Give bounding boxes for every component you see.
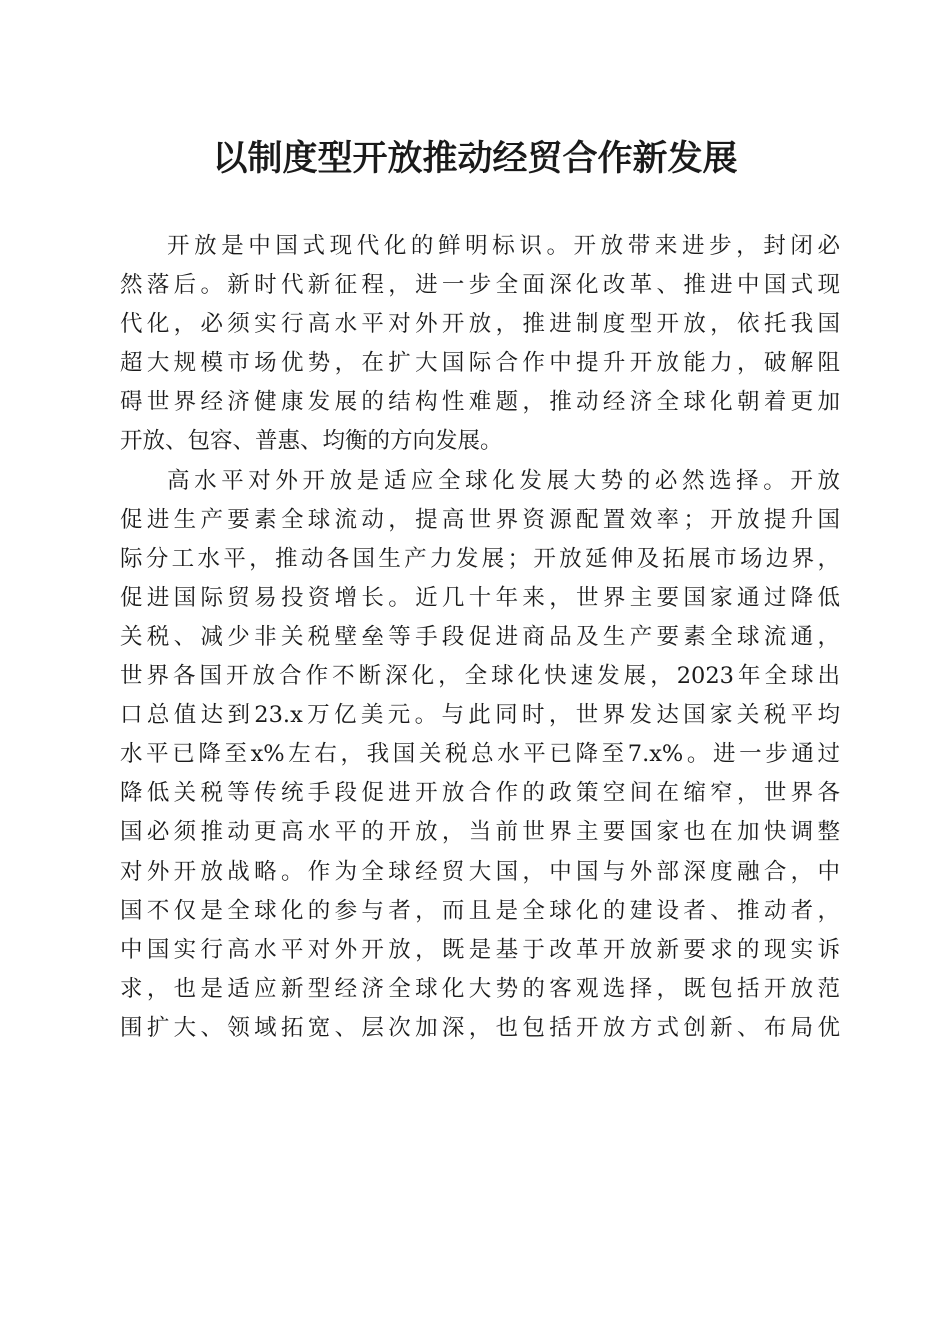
paragraph-line: 口总值达到23.x万亿美元。与此同时，世界发达国家关税平均: [120, 702, 840, 729]
paragraph-line: 围扩大、领域拓宽、层次加深，也包括开放方式创新、布局优: [120, 1014, 840, 1041]
paragraph-line: 碍世界经济健康发展的结构性难题，推动经济全球化朝着更加: [120, 389, 840, 416]
paragraph-line: 代化，必须实行高水平对外开放，推进制度型开放，依托我国: [120, 311, 840, 338]
paragraph-line: 促进生产要素全球流动，提高世界资源配置效率；开放提升国: [120, 506, 840, 533]
paragraph-line: 世界各国开放合作不断深化，全球化快速发展，2023年全球出: [120, 663, 840, 690]
document-body: [120, 227, 840, 1048]
paragraph-line: 中国实行高水平对外开放，既是基于改革开放新要求的现实诉: [120, 936, 840, 963]
paragraph-line: 降低关税等传统手段促进开放合作的政策空间在缩窄，世界各: [120, 780, 840, 807]
paragraph-line: 开放是中国式现代化的鲜明标识。开放带来进步，封闭必: [167, 233, 840, 259]
paragraph-line: 然落后。新时代新征程，进一步全面深化改革、推进中国式现: [120, 272, 840, 299]
paragraph-line: 求，也是适应新型经济全球化大势的客观选择，既包括开放范: [120, 975, 840, 1002]
paragraph-line: 国必须推动更高水平的开放，当前世界主要国家也在加快调整: [120, 819, 840, 846]
paragraph-line: 际分工水平，推动各国生产力发展；开放延伸及拓展市场边界，: [120, 545, 840, 572]
paragraph-line: 水平已降至x%左右，我国关税总水平已降至7.x%。进一步通过: [120, 741, 840, 768]
paragraph-line: 高水平对外开放是适应全球化发展大势的必然选择。开放: [167, 467, 840, 494]
document-title: 以制度型开放推动经贸合作新发展: [212, 138, 738, 179]
paragraph-line: 对外开放战略。作为全球经贸大国，中国与外部深度融合，中: [120, 858, 840, 885]
paragraph-line: 促进国际贸易投资增长。近几十年来，世界主要国家通过降低: [120, 584, 840, 611]
paragraph-1: [120, 227, 840, 462]
paragraph-line: 国不仅是全球化的参与者，而且是全球化的建设者、推动者，: [120, 897, 840, 924]
paragraph-line: 开放、包容、普惠、均衡的方向发展。: [120, 428, 503, 455]
paragraph-line: 关税、减少非关税壁垒等手段促进商品及生产要素全球流通，: [120, 623, 840, 650]
paragraph-line: 超大规模市场优势，在扩大国际合作中提升开放能力，破解阻: [120, 350, 840, 377]
paragraph-2: [120, 462, 840, 1048]
